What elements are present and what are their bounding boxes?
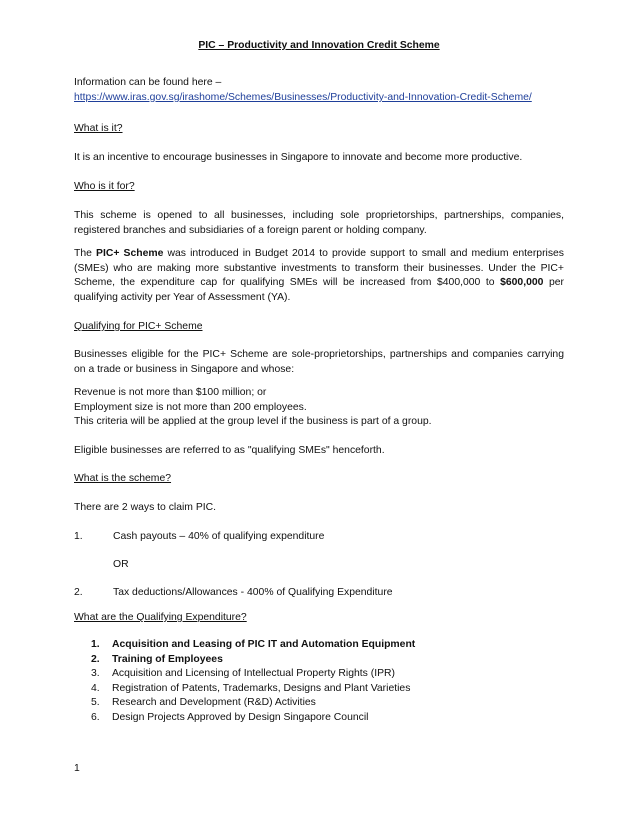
list-item [74, 653, 554, 668]
scheme-text: There are 2 ways to claim PIC. [74, 502, 217, 513]
qualifying-text: Businesses eligible for the PIC+ Scheme are sole-proprietorships, partnerships and companies carrying on a trade or business in Singapore and whose: [74, 349, 564, 375]
pic-plus-amount-bold: $600,000 [500, 277, 544, 288]
list-item-number: 3. [91, 668, 100, 679]
qualifying-line-employment: Employment size is not more than 200 employees. [74, 402, 307, 413]
list-item-number: 4. [91, 682, 100, 694]
scheme-item-2-number: 2. [74, 587, 83, 598]
scheme-item-2: Tax deductions/Allowances - 400% of Qualifying Expenditure [113, 587, 393, 598]
list-item-label: Research and Development (R&D) Activities [112, 697, 316, 708]
heading-qualifying-expenditure: What are the Qualifying Expenditure? [74, 612, 247, 623]
list-item-number: 5. [91, 697, 100, 708]
list-item [74, 696, 554, 711]
list-item-number: 6. [91, 711, 100, 723]
heading-what-is-the-scheme: What is the scheme? [74, 473, 172, 484]
list-item-label: Training of Employees [112, 653, 223, 665]
pic-plus-mid: was introduced in Budget 2014 to provide support to small and medium enterprises (SMEs) who are making more substantive investments to transform their businesses. Under the PIC+ Scheme, the expenditure cap for qualifying SMEs will be increased from $400,000 to [74, 248, 565, 288]
info-text: Information can be found here – [74, 77, 222, 88]
info-link[interactable]: https://www.iras.gov.sg/irashome/Schemes/Businesses/Productivity-and-Innovation-Credit-Scheme/ [74, 92, 532, 103]
pic-plus-paragraph [74, 247, 564, 305]
heading-qualifying: Qualifying for PIC+ Scheme [74, 321, 203, 332]
list-item-label: Acquisition and Licensing of Intellectual Property Rights (IPR) [112, 668, 395, 679]
qualifying-line-criteria: This criteria will be applied at the group level if the business is part of a group. [74, 416, 432, 427]
pic-plus-scheme-bold: PIC+ Scheme [96, 248, 164, 259]
scheme-item-1-number: 1. [74, 531, 83, 542]
list-item [74, 667, 554, 682]
qualifying-expenditure-list [74, 638, 554, 725]
scheme-item-1: Cash payouts – 40% of qualifying expenditure [113, 531, 325, 542]
list-item [74, 682, 554, 697]
list-item-label: Design Projects Approved by Design Singapore Council [112, 711, 369, 723]
pic-plus-pre: The [74, 248, 97, 259]
list-item-label: Registration of Patents, Trademarks, Designs and Plant Varieties [112, 682, 411, 694]
who-is-it-for-text: This scheme is opened to all businesses, including sole proprietorships, partnerships, companies, registered branches and subsidiaries of a foreign parent or holding company. [74, 210, 564, 236]
scheme-or: OR [113, 559, 129, 570]
list-item-number: 2. [91, 653, 100, 665]
heading-who-is-it-for: Who is it for? [74, 181, 135, 192]
heading-what-is-it: What is it? [74, 123, 123, 134]
pic-plus-post: per qualifying activity per Year of Assessment (YA). [74, 277, 564, 303]
document-title: PIC – Productivity and Innovation Credit Scheme [198, 40, 440, 51]
list-item [74, 711, 554, 726]
qualifying-line-revenue: Revenue is not more than $100 million; or [74, 387, 267, 398]
eligible-text: Eligible businesses are referred to as "qualifying SMEs" henceforth. [74, 445, 385, 456]
page-number: 1 [74, 763, 80, 774]
list-item [74, 638, 554, 653]
list-item-number: 1. [91, 639, 100, 650]
what-is-it-text: It is an incentive to encourage businesses in Singapore to innovate and become more productive. [74, 152, 523, 163]
list-item-label: Acquisition and Leasing of PIC IT and Automation Equipment [112, 639, 416, 650]
